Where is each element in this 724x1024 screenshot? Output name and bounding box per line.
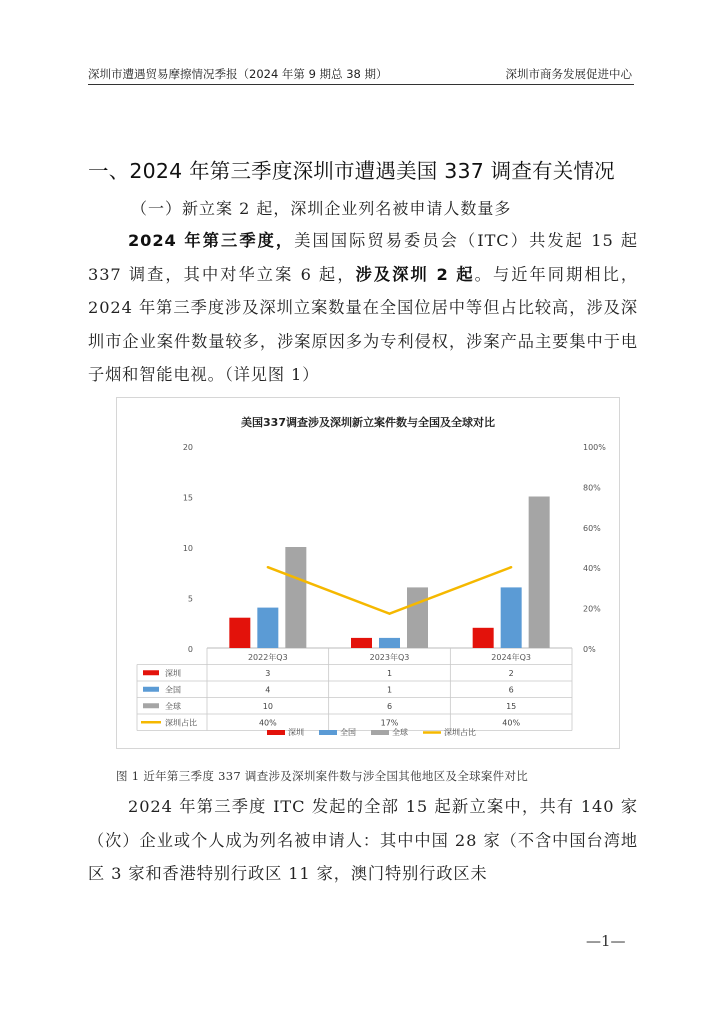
table-cell-深圳占比-2023年Q3: 17% (380, 718, 399, 728)
table-cell-全国-2022年Q3: 4 (265, 685, 271, 695)
y2-tick-label: 60% (583, 523, 601, 533)
line-point-2023年Q3 (388, 612, 390, 614)
y-tick-label: 0 (187, 645, 193, 654)
x-category-label: 2022年Q3 (247, 653, 288, 662)
table-cell-全国-2023年Q3: 1 (386, 685, 393, 695)
para-bold-shenzhen: 涉及深圳 2 起 (355, 264, 475, 284)
table-row-label-全国: 全国 (165, 685, 181, 695)
legend-swatch-全国 (319, 730, 337, 735)
bar-全国-2022年Q3 (257, 608, 278, 648)
bar-深圳-2023年Q3 (351, 638, 372, 648)
bar-深圳-2022年Q3 (229, 618, 250, 648)
legend-swatch-深圳 (267, 730, 285, 735)
y2-tick-label: 100% (583, 443, 606, 452)
y2-tick-label: 0% (583, 645, 596, 654)
legend-swatch-全球 (371, 730, 389, 735)
header-organization: 深圳市商务发展促进中心 (505, 67, 632, 81)
chart-title: 美国337调查涉及深圳新立案件数与全国及全球对比 (241, 416, 495, 429)
header-divider (88, 84, 634, 85)
table-row-label-深圳占比: 深圳占比 (165, 718, 197, 728)
chart-frame (116, 397, 620, 749)
table-row-label-全球: 全球 (165, 701, 181, 711)
section-title: 一、2024 年第三季度深圳市遭遇美国 337 调查有关情况 (88, 159, 615, 183)
line-point-2024年Q3 (510, 566, 512, 568)
x-category-label: 2023年Q3 (369, 653, 410, 662)
bar-全球-2022年Q3 (285, 547, 306, 648)
y-tick-label: 15 (182, 493, 193, 503)
para-bold-lead: 2024 年第三季度， (128, 231, 295, 250)
legend-label-深圳: 深圳 (288, 728, 304, 737)
bar-全国-2024年Q3 (501, 587, 522, 648)
line-point-2022年Q3 (267, 566, 269, 568)
table-legend-swatch-深圳 (143, 670, 159, 675)
table-cell-深圳-2024年Q3: 2 (508, 668, 514, 678)
figure-caption: 图 1 近年第三季度 337 调查涉及深圳案件数与涉全国其他地区及全球案件对比 (116, 769, 529, 783)
subsection-title: （一）新立案 2 起，深圳企业列名被申请人数量多 (131, 199, 512, 218)
table-legend-swatch-全球 (143, 703, 159, 708)
y2-tick-label: 40% (583, 564, 601, 574)
bar-全球-2023年Q3 (407, 587, 428, 648)
table-cell-深圳占比-2024年Q3: 40% (502, 718, 521, 728)
table-cell-深圳-2023年Q3: 1 (386, 668, 393, 678)
y-tick-label: 5 (187, 594, 193, 604)
y-tick-label: 20 (182, 443, 193, 452)
paragraph-summary (88, 224, 638, 392)
table-row-label-深圳: 深圳 (165, 668, 181, 678)
table-cell-深圳占比-2022年Q3: 40% (258, 718, 277, 728)
y2-tick-label: 20% (583, 604, 601, 614)
header-report-title: 深圳市遭遇贸易摩擦情况季报（2024 年第 9 期总 38 期） (88, 67, 388, 81)
bar-全球-2024年Q3 (529, 497, 550, 649)
paragraph-respondents: 2024 年第三季度 ITC 发起的全部 15 起新立案中，共有 140 家（次）企业或个人成为列名被申请人：其中中国 28 家（不含中国台湾地区 3 家和香港特别行政区 11 家，澳门特别行政区未 (88, 797, 638, 883)
legend-label-全国: 全国 (340, 728, 356, 737)
para-text-2: 。与近年同期相比，2024 年第三季度涉及深圳立案数量在全国位居中等但占比较高，涉及深圳市企业案件数量较多，涉案原因多为专利侵权，涉案产品主要集中于电子烟和智能电视。（详见图 1） (88, 264, 638, 384)
page-number: —1— (586, 932, 626, 950)
table-cell-全球-2023年Q3: 6 (386, 701, 393, 711)
table-cell-全球-2022年Q3: 10 (262, 701, 273, 711)
y-tick-label: 10 (182, 544, 193, 553)
table-cell-深圳-2022年Q3: 3 (265, 668, 271, 678)
bar-全国-2023年Q3 (379, 638, 400, 648)
table-cell-全球-2024年Q3: 15 (506, 701, 517, 711)
table-cell-全国-2024年Q3: 6 (508, 685, 514, 695)
bar-深圳-2024年Q3 (473, 628, 494, 648)
chart-svg (117, 398, 619, 748)
y2-tick-label: 80% (583, 483, 601, 493)
table-legend-swatch-全国 (143, 687, 159, 692)
legend-label-深圳占比: 深圳占比 (444, 728, 476, 737)
para-text-1: 美国国际贸易委员会（ITC）共发起 15 起 337 调查，其中对华立案 6 起， (88, 231, 638, 284)
legend-label-全球: 全球 (392, 728, 408, 737)
x-category-label: 2024年Q3 (491, 653, 532, 662)
